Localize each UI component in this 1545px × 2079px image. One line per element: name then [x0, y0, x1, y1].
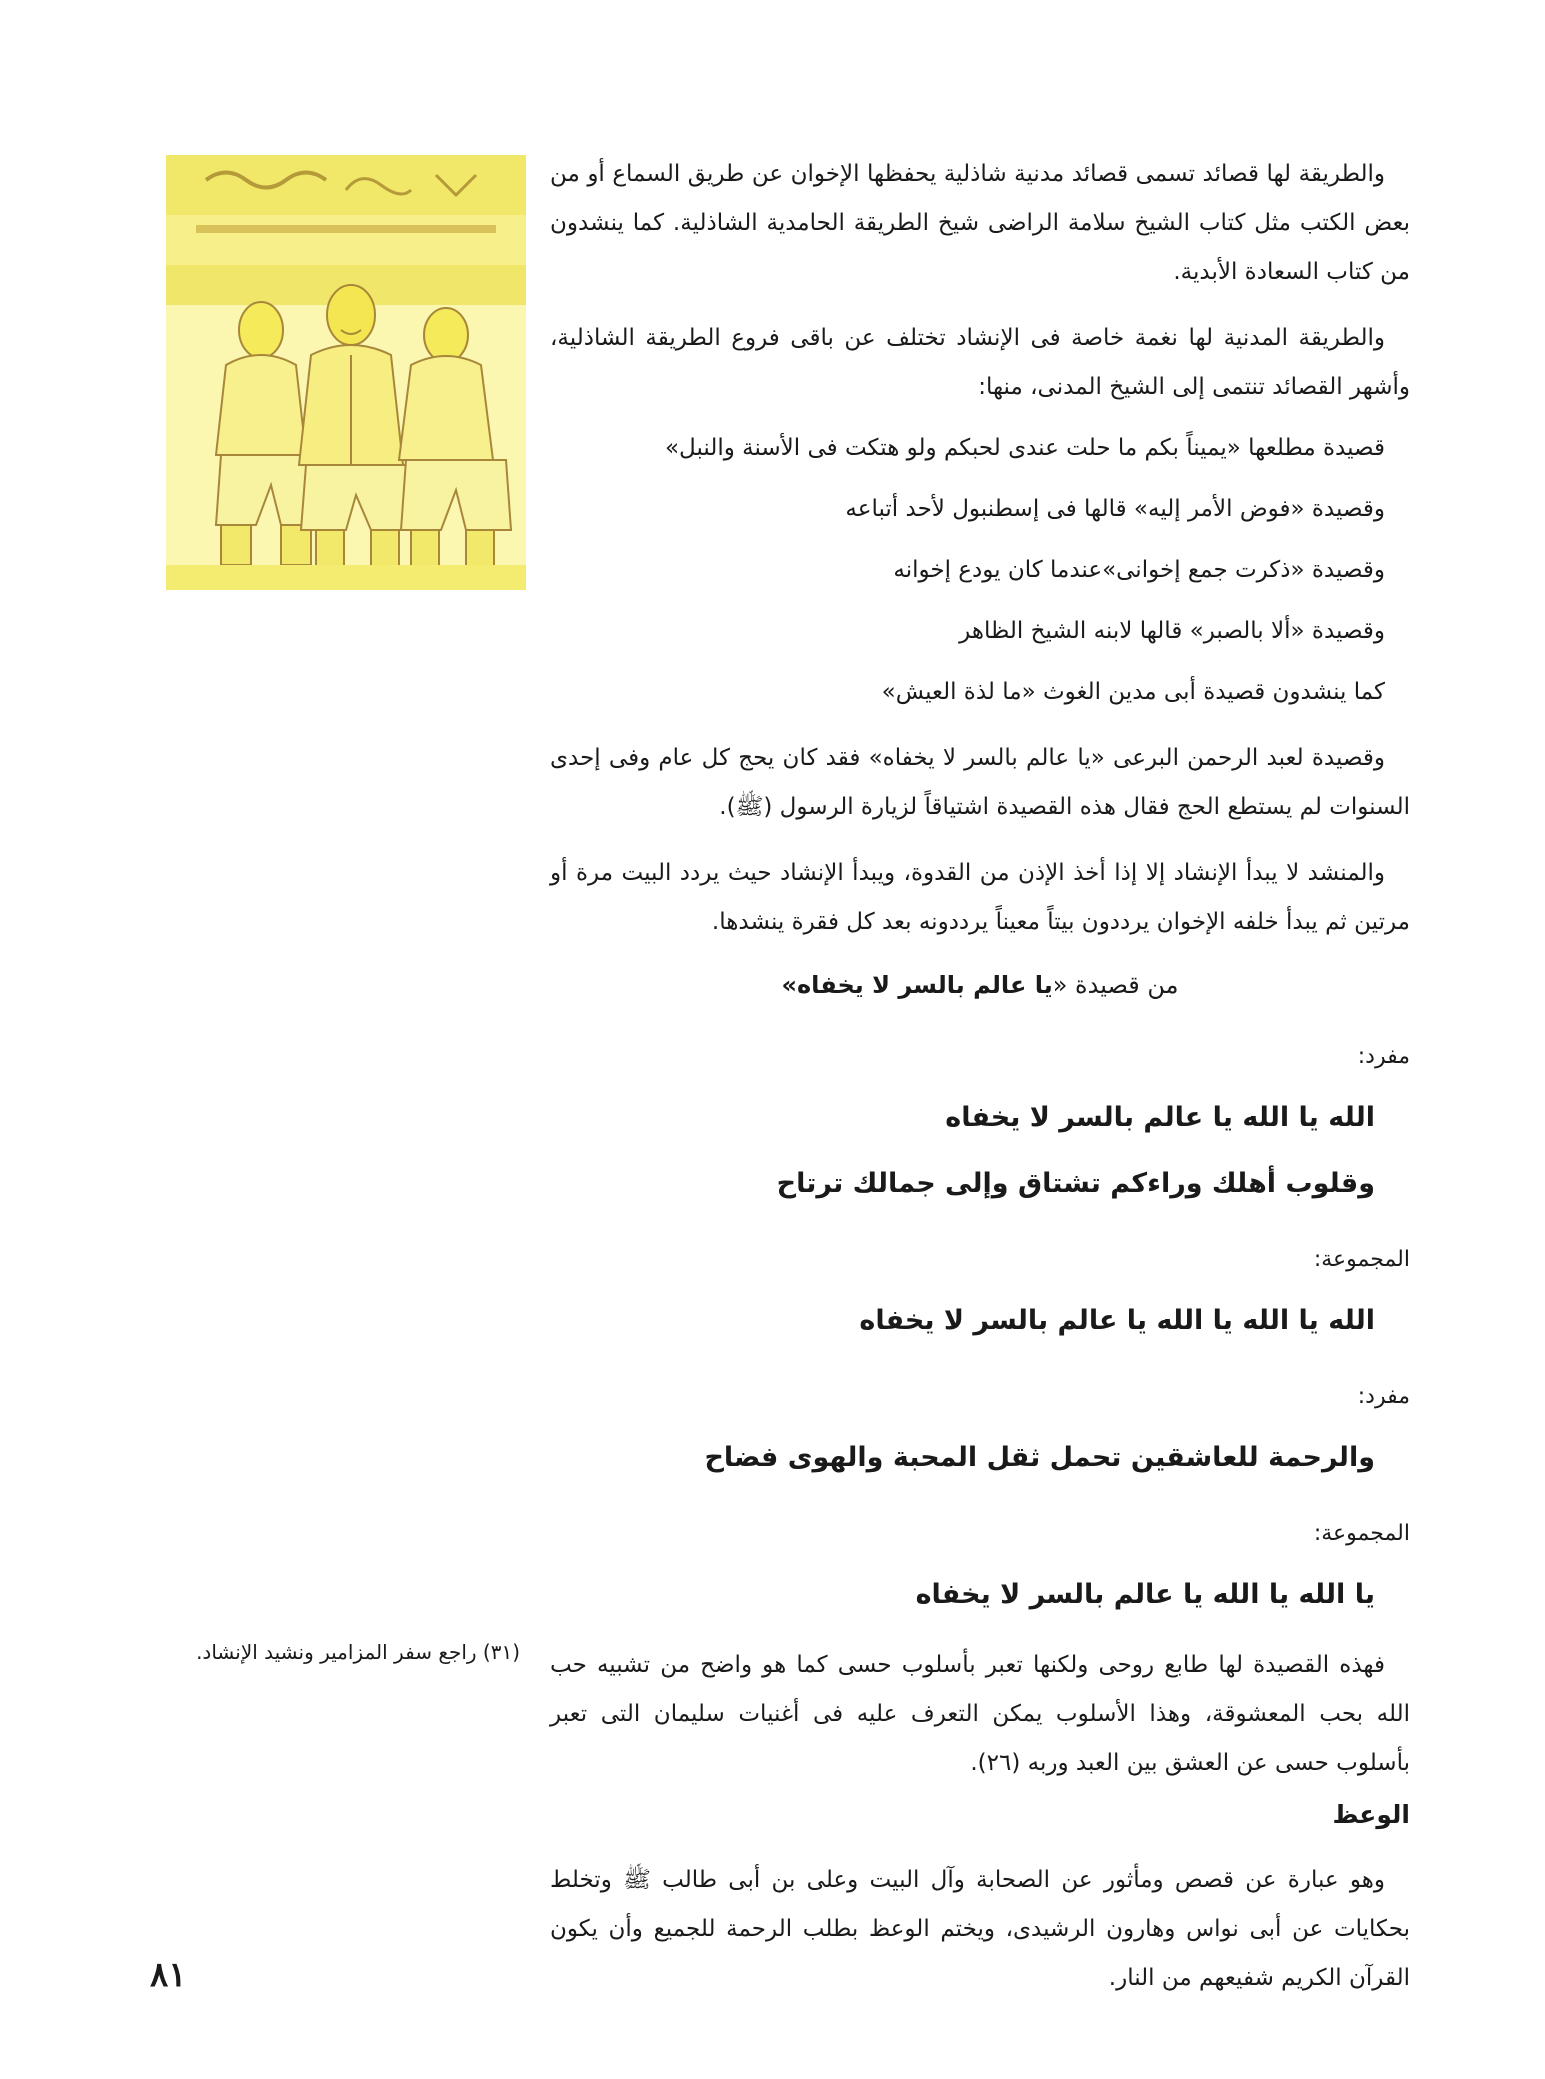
photo-drawing [166, 155, 526, 590]
poem-title [550, 961, 1410, 1010]
list-item-1: قصيدة مطلعها «يميناً بكم ما حلت عندى لحبكم ولو هتكت فى الأسنة والنبل» [664, 435, 1385, 461]
poem-title-main: يا عالم بالسر لا يخفاه [797, 971, 1053, 999]
main-text-column [550, 150, 1410, 2003]
page-number: ٨١ [150, 1955, 187, 1995]
label-group-2: المجموعة: [1313, 1521, 1410, 1546]
paragraph-2: والطريقة المدنية لها نغمة خاصة فى الإنشاد تختلف عن باقى فروع الطريقة الشاذلية، وأشهر القصائد تنتمى إلى الشيخ المدنى، منها: [550, 325, 1410, 400]
poem-title-suffix: » [781, 971, 798, 999]
verse-1: الله يا الله يا عالم بالسر لا يخفاه [945, 1102, 1375, 1133]
list-item-5: كما ينشدون قصيدة أبى مدين الغوث «ما لذة العيش» [881, 679, 1385, 705]
poem-title-prefix: من قصيدة « [1052, 971, 1179, 999]
list-item-2: وقصيدة «فوض الأمر إليه» قالها فى إسطنبول لأحد أتباعه [845, 496, 1385, 522]
verse-5: يا الله يا الله يا عالم بالسر لا يخفاه [915, 1579, 1375, 1610]
photograph-three-men [166, 155, 526, 590]
verse-4: والرحمة للعاشقين تحمل ثقل المحبة والهوى فضاح [704, 1442, 1375, 1473]
paragraph-1: والطريقة لها قصائد تسمى قصائد مدنية شاذلية يحفظها الإخوان عن طريق السماع أو من بعض الكتب مثل كتاب الشيخ سلامة الراضى شيخ الطريقة الحامدية الشاذلية. كما ينشدون من كتاب السعادة الأبدية. [550, 161, 1410, 285]
paragraph-3: وقصيدة لعبد الرحمن البرعى «يا عالم بالسر لا يخفاه» فقد كان يحج كل عام وفى إحدى السنوات لم يستطع الحج فقال هذه القصيدة اشتياقاً لزيارة الرسول (ﷺ). [550, 745, 1410, 820]
paragraph-5: فهذه القصيدة لها طابع روحى ولكنها تعبر بأسلوب حسى كما هو واضح من تشبيه حب الله بحب المعشوقة، وهذا الأسلوب يمكن التعرف عليه فى أغنيات سليمان التى تعبر بأسلوب حسى عن العشق بين العبد وربه (٢٦). [550, 1652, 1410, 1776]
verse-2: وقلوب أهلك وراءكم تشتاق وإلى جمالك ترتاح [776, 1168, 1375, 1199]
label-solo-1: مفرد: [1357, 1044, 1410, 1069]
list-item-3: وقصيدة «ذكرت جمع إخوانى»عندما كان يودع إخوانه [893, 557, 1385, 583]
verse-3: الله يا الله يا الله يا عالم بالسر لا يخفاه [859, 1305, 1375, 1336]
label-group-1: المجموعة: [1313, 1247, 1410, 1272]
label-solo-2: مفرد: [1357, 1384, 1410, 1409]
paragraph-4: والمنشد لا يبدأ الإنشاد إلا إذا أخذ الإذن من القدوة، ويبدأ الإنشاد حيث يردد البيت مرة أو مرتين ثم يبدأ خلفه الإخوان يرددون بيتاً معيناً يرددونه بعد كل فقرة ينشدها. [550, 860, 1410, 935]
section-heading-preaching: الوعظ [1332, 1800, 1410, 1829]
footnote: (٣١) راجع سفر المزامير ونشيد الإنشاد. [196, 1640, 520, 1664]
paragraph-6: وهو عبارة عن قصص ومأثور عن الصحابة وآل البيت وعلى بن أبى طالب ﷺ وتخلط بحكايات عن أبى نواس وهارون الرشيدى، ويختم الوعظ بطلب الرحمة للجميع وأن يكون القرآن الكريم شفيعهم من النار. [550, 1867, 1410, 1991]
list-item-4: وقصيدة «ألا بالصبر» قالها لابنه الشيخ الظاهر [959, 618, 1385, 644]
